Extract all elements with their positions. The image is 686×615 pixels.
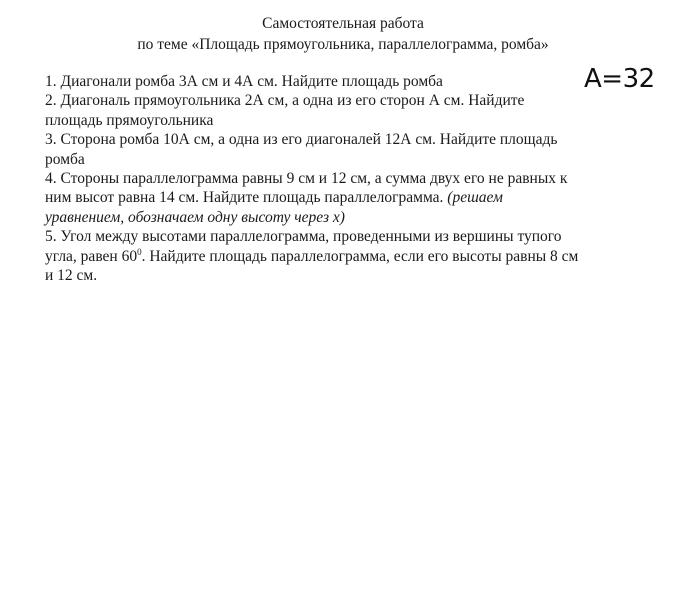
task-3-line-1: 3. Сторона ромба 10А см, а одна из его диагоналей 12А см. Найдите площадь: [45, 131, 558, 149]
task-5-line-2: [45, 247, 637, 266]
degree-superscript: 0: [137, 246, 142, 257]
task-list: [45, 72, 637, 285]
task-2-line-2: площадь прямоугольника: [45, 111, 214, 129]
task-4: [45, 169, 637, 227]
task-4-line-1: 4. Стороны параллелограмма равны 9 см и 12 см, а сумма двух его не равных к: [45, 170, 568, 188]
task-2: [45, 91, 637, 130]
worksheet-title: Самостоятельная работа: [262, 15, 424, 32]
task-5-line-3: и 12 см.: [45, 267, 98, 285]
task-1: [45, 72, 637, 91]
handwritten-note: A=32: [584, 64, 655, 94]
task-3-line-2: ромба: [45, 150, 85, 168]
task-4-hint-end: уравнением, обозначаем одну высоту через х): [45, 208, 345, 226]
task-3: [45, 130, 637, 169]
worksheet-subtitle: по теме «Площадь прямоугольника, параллелограмма, ромба»: [137, 36, 549, 53]
task-1-line-1: 1. Диагонали ромба 3А см и 4А см. Найдите площадь ромба: [45, 73, 443, 90]
task-5: [45, 227, 637, 285]
task-5-line-2-a: угла, равен 60: [45, 247, 138, 265]
task-4-line-2: [45, 188, 637, 207]
task-2-line-1: 2. Диагональ прямоугольника 2А см, а одна из его сторон А см. Найдите: [45, 92, 525, 110]
worksheet-header: [0, 13, 686, 55]
task-4-hint-start: (решаем: [447, 189, 503, 207]
task-5-line-1: 5. Угол между высотами параллелограмма, проведенными из вершины тупого: [45, 228, 562, 246]
task-5-line-2-b: . Найдите площадь параллелограмма, если его высоты равны 8 см: [141, 247, 579, 265]
task-4-line-2-text: ним высот равна 14 см. Найдите площадь параллелограмма.: [45, 189, 448, 207]
